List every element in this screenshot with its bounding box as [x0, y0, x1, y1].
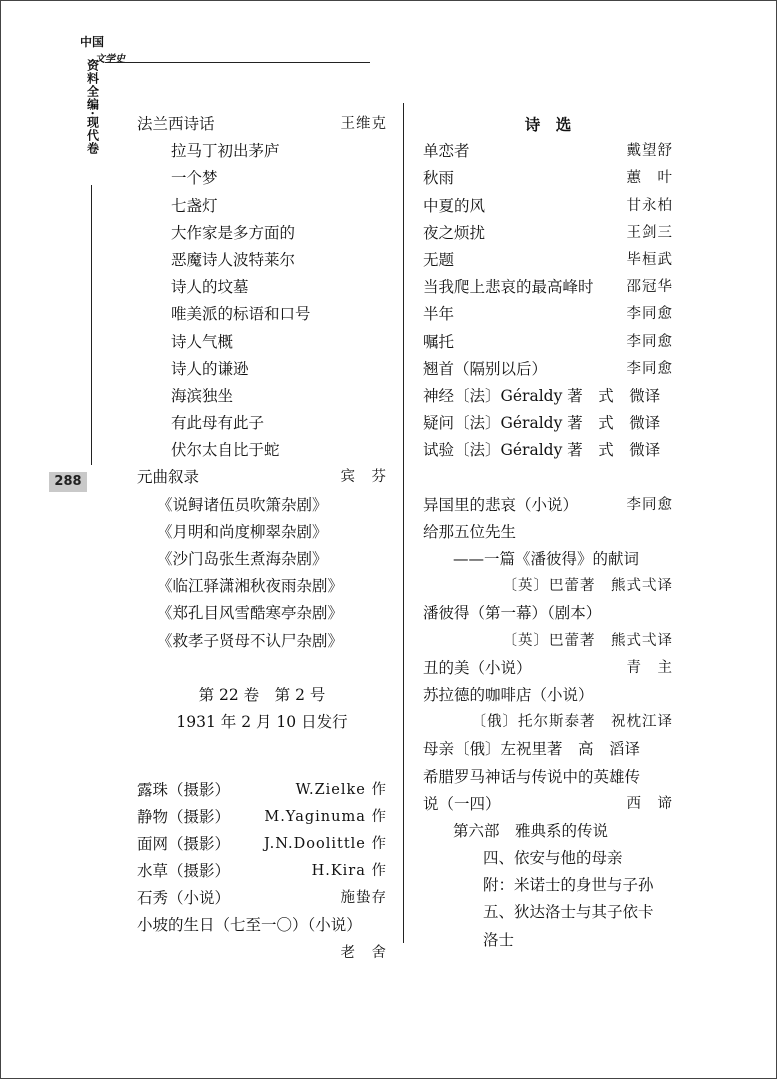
toc-entry [137, 600, 387, 627]
toc-entry [423, 193, 673, 220]
entry-title: 露珠（摄影） [137, 780, 231, 799]
entry-title: 中夏的风 [423, 196, 486, 215]
entry-title: 静物（摄影） [137, 807, 231, 826]
toc-entry [423, 628, 673, 655]
toc-entry [423, 519, 673, 546]
entry-author: 邵冠华 [626, 279, 673, 296]
toc-entry [423, 437, 673, 464]
right-column [423, 111, 673, 954]
toc-entry [423, 274, 673, 301]
toc-entry [137, 274, 387, 301]
toc-entry [137, 628, 387, 655]
entry-title: 无题 [423, 250, 455, 269]
entry-title: 伏尔太自比于蛇 [171, 441, 280, 460]
entry-credit: 〔英〕巴蕾著 熊式弌译 [502, 632, 673, 649]
entry-title: 秋雨 [423, 169, 455, 188]
entry-title: 诗人的坟墓 [171, 278, 249, 297]
right-toc-list [423, 492, 673, 954]
toc-entry [137, 220, 387, 247]
toc-entry [423, 410, 673, 437]
toc-entry [423, 791, 673, 818]
entry-author: 宾 芬 [340, 469, 387, 486]
toc-entry [137, 777, 387, 804]
toc-entry [423, 899, 673, 926]
entry-title: 《临江驿潇湘秋夜雨杂剧》 [157, 577, 344, 596]
margin-rule [91, 185, 92, 465]
entry-author: 蕙 叶 [626, 170, 673, 187]
entry-title: 希腊罗马神话与传说中的英雄传 [423, 767, 641, 786]
entry-author: 毕桓武 [626, 251, 673, 268]
toc-entry [137, 519, 387, 546]
entry-author: 李同愈 [626, 333, 673, 350]
entry-title: 母亲〔俄〕左祝里著 高 滔译 [423, 740, 641, 759]
entry-title: 元曲叙录 [137, 468, 200, 487]
toc-entry [137, 804, 387, 831]
entry-title: 给那五位先生 [423, 522, 517, 541]
entry-title: 恶魔诗人波特莱尔 [171, 250, 296, 269]
entry-title: 水草（摄影） [137, 862, 231, 881]
entry-author: 戴望舒 [626, 143, 673, 160]
entry-credit: 老 舍 [340, 944, 387, 961]
toc-entry [137, 885, 387, 912]
entry-title: 拉马丁初出茅庐 [171, 142, 280, 161]
toc-entry [423, 301, 673, 328]
entry-title: 夜之烦扰 [423, 223, 486, 242]
entry-title: 法兰西诗话 [137, 115, 215, 133]
issue-volume: 第 22 卷 第 2 号 [198, 685, 326, 704]
entry-title: 丑的美（小说） [423, 658, 532, 677]
entry-title: 洛士 [483, 930, 515, 949]
entry-title: 苏拉德的咖啡店（小说） [423, 685, 594, 704]
toc-entry [423, 573, 673, 600]
entry-title: 神经〔法〕Géraldy 著 式 微译 [423, 386, 661, 405]
entry-title: 附：米诺士的身世与子孙 [483, 876, 654, 895]
toc-entry [423, 220, 673, 247]
toc-entry [423, 383, 673, 410]
entry-title: 一个梦 [171, 169, 218, 188]
column-divider [403, 103, 404, 943]
entry-title: 诗人的谦逊 [171, 359, 249, 378]
entry-author: J.N.Doolittle 作 [263, 835, 387, 852]
toc-entry [137, 138, 387, 165]
entry-title: 七盏灯 [171, 196, 218, 215]
toc-entry [423, 709, 673, 736]
toc-entry [137, 573, 387, 600]
toc-entry [423, 872, 673, 899]
entry-title: 小坡的生日（七至一〇）（小说） [137, 916, 362, 935]
entry-title: 海滨独坐 [171, 386, 234, 405]
toc-entry [137, 329, 387, 356]
toc-entry [137, 247, 387, 274]
entry-title: 嘱托 [423, 332, 455, 351]
entry-title: 五、狄达洛士与其子依卡 [483, 903, 654, 922]
entry-author: 王维克 [340, 116, 387, 132]
toc-entry [137, 858, 387, 885]
entry-author: 李同愈 [626, 496, 673, 513]
entry-author: 西 谛 [626, 795, 673, 812]
toc-entry [137, 356, 387, 383]
entry-title: 面网（摄影） [137, 834, 231, 853]
left-toc-list [137, 111, 387, 655]
entry-title: 半年 [423, 305, 455, 324]
entry-author: M.Yaginuma 作 [264, 808, 387, 825]
entry-author: 青 主 [626, 659, 673, 676]
entry-title: 当我爬上悲哀的最高峰时 [423, 278, 594, 297]
entry-credit: 〔俄〕托尔斯泰著 祝枕江译 [471, 714, 673, 731]
toc-entry [137, 437, 387, 464]
toc-entry [137, 301, 387, 328]
entry-title: 有此母有此子 [171, 414, 265, 433]
entry-title: 唯美派的标语和口号 [171, 305, 311, 324]
header-rule [105, 62, 370, 63]
entry-author: 李同愈 [626, 306, 673, 323]
series-title: 资料全编·现代卷 [85, 59, 100, 156]
toc-entry [423, 655, 673, 682]
toc-entry [137, 940, 387, 967]
entry-title: 《月明和尚度柳翠杂剧》 [157, 522, 328, 541]
entry-title: 说（一四） [423, 794, 501, 813]
series-logo: 文学史 [95, 54, 125, 65]
issue-date: 1931 年 2 月 10 日发行 [176, 713, 348, 732]
toc-entry [137, 111, 387, 138]
entry-title: 潘彼得（第一幕）（剧本） [423, 604, 602, 623]
entry-title: 第六部 雅典系的传说 [453, 821, 609, 840]
toc-entry [423, 845, 673, 872]
entry-title: 试验〔法〕Géraldy 著 式 微译 [423, 441, 661, 460]
poem-list [423, 138, 673, 464]
toc-entry [423, 546, 673, 573]
entry-author: H.Kira 作 [311, 863, 387, 880]
entry-title: 大作家是多方面的 [171, 223, 296, 242]
toc-entry [423, 818, 673, 845]
entry-title: 疑问〔法〕Géraldy 著 式 微译 [423, 414, 661, 433]
entry-title: ——一篇《潘彼得》的献词 [453, 550, 640, 568]
entry-title: 《救孝子贤母不认尸杂剧》 [157, 631, 344, 650]
toc-entry [423, 165, 673, 192]
series-top: 中国 [80, 35, 105, 49]
toc-entry [137, 464, 387, 491]
toc-entry [423, 247, 673, 274]
toc-entry [137, 410, 387, 437]
entry-author: 甘永柏 [626, 197, 673, 214]
entry-title: 翘首（隔别以后） [423, 359, 548, 378]
left-column [137, 111, 387, 967]
entry-author: W.Zielke 作 [295, 781, 387, 798]
toc-entry [137, 546, 387, 573]
toc-entry [423, 492, 673, 519]
entry-credit: 〔英〕巴蕾著 熊式弌译 [502, 578, 673, 595]
toc-entry [423, 138, 673, 165]
entry-title: 《说鲟诸伍员吹箫杂剧》 [157, 495, 328, 514]
toc-entry [423, 600, 673, 627]
entry-title: 诗人气概 [171, 332, 234, 351]
toc-entry [423, 356, 673, 383]
section-title: 诗 选 [524, 115, 572, 134]
entry-title: 石秀（小说） [137, 889, 231, 908]
entry-author: 李同愈 [626, 360, 673, 377]
toc-entry [137, 831, 387, 858]
toc-entry [423, 764, 673, 791]
page-number: 288 [49, 472, 87, 492]
left-toc-list-2 [137, 777, 387, 967]
toc-entry [137, 165, 387, 192]
entry-title: 异国里的悲哀（小说） [423, 495, 579, 514]
toc-entry [137, 912, 387, 939]
toc-entry [423, 927, 673, 954]
entry-title: 《郑孔目风雪酷寒亭杂剧》 [157, 604, 344, 623]
entry-title: 四、依安与他的母亲 [483, 849, 623, 868]
toc-entry [423, 736, 673, 763]
toc-entry [137, 383, 387, 410]
entry-author: 施蛰存 [340, 890, 387, 907]
entry-author: 王剑三 [626, 224, 673, 241]
toc-entry [423, 329, 673, 356]
entry-title: 单恋者 [423, 142, 470, 161]
toc-entry [423, 682, 673, 709]
toc-entry [137, 193, 387, 220]
entry-title: 《沙门岛张生煮海杂剧》 [157, 550, 328, 568]
toc-entry [137, 492, 387, 519]
